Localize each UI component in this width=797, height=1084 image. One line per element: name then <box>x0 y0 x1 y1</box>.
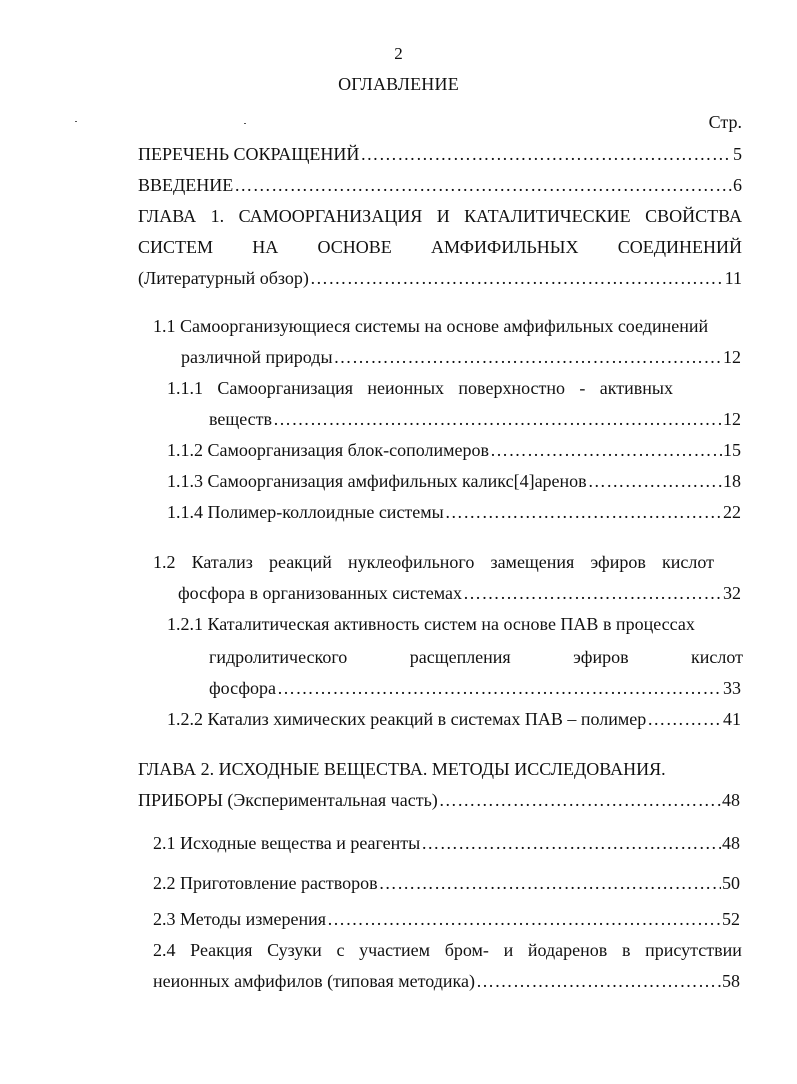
entry-title: ПРИБОРЫ (Экспериментальная часть) <box>138 790 438 810</box>
toc-entry-2-4-line-2[interactable] <box>153 970 740 992</box>
word: 1.1.1 <box>167 378 203 398</box>
word: с <box>336 940 345 960</box>
leader-dots <box>647 708 722 730</box>
entry-page: 48 <box>722 790 740 810</box>
word: Самоорганизация <box>217 378 354 398</box>
word: Катализ <box>191 552 253 572</box>
entry-page: 12 <box>723 347 741 367</box>
entry-page: 5 <box>733 144 742 164</box>
entry-title: неионных амфифилов (типовая методика) <box>153 971 475 991</box>
word: ГЛАВА <box>138 206 197 226</box>
word: - <box>579 378 586 398</box>
word: эфиров <box>573 647 629 667</box>
word: присутствии <box>645 940 742 960</box>
toc-entry-1-1-3[interactable] <box>167 470 741 492</box>
toc-entry-2-3[interactable] <box>153 908 740 930</box>
entry-title: 1.1.2 Самоорганизация блок-сополимеров <box>167 440 489 460</box>
entry-page: 12 <box>723 409 741 429</box>
word: бром- <box>444 940 489 960</box>
word: Реакция <box>190 940 253 960</box>
word: расщепления <box>409 647 511 667</box>
leader-dots <box>490 439 722 461</box>
leader-dots <box>327 908 721 930</box>
leader-dots <box>277 677 722 699</box>
leader-dots <box>588 470 722 492</box>
toc-entry-2-1[interactable] <box>153 832 740 854</box>
word: СОЕДИНЕНИЙ <box>617 237 742 257</box>
word: СВОЙСТВА <box>645 206 742 226</box>
entry-title: различной природы <box>181 347 333 367</box>
entry-title: 2.3 Методы измерения <box>153 909 327 929</box>
word: эфиров <box>590 552 646 572</box>
page-column-label: Стр. <box>708 112 742 132</box>
toc-entry-1-2-1-line-3[interactable] <box>209 677 741 699</box>
word: кислот <box>691 647 743 667</box>
word: йодаренов <box>527 940 608 960</box>
entry-title: ПЕРЕЧЕНЬ СОКРАЩЕНИЙ <box>138 144 360 164</box>
toc-entry-chapter-1-line-1[interactable] <box>138 205 742 227</box>
word: и <box>503 940 514 960</box>
word: ОСНОВЕ <box>317 237 392 257</box>
entry-page: 58 <box>722 971 740 991</box>
entry-page: 18 <box>723 471 741 491</box>
entry-page: 11 <box>724 268 742 288</box>
entry-page: 50 <box>722 873 740 893</box>
word: АМФИФИЛЬНЫХ <box>431 237 579 257</box>
entry-title: 1.2.2 Катализ химических реакций в системах ПАВ – полимер <box>167 709 647 729</box>
page-number: 2 <box>394 44 403 63</box>
toc-entry-abbreviations[interactable] <box>138 143 742 165</box>
toc-title: ОГЛАВЛЕНИЕ <box>338 74 459 94</box>
toc-entry-2-4-line-1[interactable] <box>153 939 742 961</box>
leader-dots <box>360 143 732 165</box>
leader-dots <box>273 408 722 430</box>
entry-title: 1.1.4 Полимер-коллоидные системы <box>167 502 444 522</box>
entry-title: ВВЕДЕНИЕ <box>138 175 234 195</box>
entry-title: 2.2 Приготовление растворов <box>153 873 378 893</box>
leader-dots <box>234 174 732 196</box>
toc-entry-1-1-1-line-2[interactable] <box>209 408 741 430</box>
entry-page: 32 <box>723 583 741 603</box>
word: реакций <box>268 552 332 572</box>
entry-title: (Литературный обзор) <box>138 268 309 288</box>
entry-title: веществ <box>209 409 273 429</box>
word: замещения <box>490 552 575 572</box>
toc-entry-chapter-2-line-2[interactable] <box>138 789 740 811</box>
word: 1.2 <box>153 552 176 572</box>
entry-page: 33 <box>723 678 741 698</box>
word: Сузуки <box>267 940 322 960</box>
leader-dots <box>463 582 722 604</box>
toc-entry-1-1-1-line-1[interactable] <box>167 377 673 399</box>
leader-dots <box>310 267 724 289</box>
word: кислот <box>661 552 714 572</box>
entry-title: 1.1.3 Самоорганизация амфифильных каликс[4]аренов <box>167 471 587 491</box>
toc-entry-1-2-2[interactable] <box>167 708 741 730</box>
leader-dots <box>334 346 722 368</box>
word: поверхностно <box>458 378 566 398</box>
entry-title: фосфора в организованных системах <box>178 583 462 603</box>
entry-page: 41 <box>723 709 741 729</box>
scan-speck <box>75 121 77 122</box>
entry-title: фосфора <box>209 678 276 698</box>
entry-page: 6 <box>733 175 742 195</box>
leader-dots <box>439 789 721 811</box>
leader-dots <box>445 501 722 523</box>
word: участием <box>359 940 431 960</box>
word: нуклеофильного <box>347 552 475 572</box>
toc-entry-1-1-line-2[interactable] <box>181 346 741 368</box>
toc-entry-chapter-2-line-1[interactable]: ГЛАВА 2. ИСХОДНЫЕ ВЕЩЕСТВА. МЕТОДЫ ИССЛЕДОВАНИЯ. <box>138 759 666 779</box>
entry-page: 22 <box>723 502 741 522</box>
toc-entry-2-2[interactable] <box>153 872 740 894</box>
toc-entry-1-2-1-line-1[interactable]: 1.2.1 Каталитическая активность систем на основе ПАВ в процессах <box>167 614 695 634</box>
entry-title: 2.1 Исходные вещества и реагенты <box>153 833 421 853</box>
leader-dots <box>421 832 721 854</box>
word: И <box>436 206 450 226</box>
toc-entry-chapter-1-line-2[interactable] <box>138 236 742 258</box>
word: 1. <box>210 206 225 226</box>
toc-entry-1-2-line-1[interactable] <box>153 551 714 573</box>
entry-page: 52 <box>722 909 740 929</box>
toc-entry-introduction[interactable] <box>138 174 742 196</box>
toc-entry-1-1-2[interactable] <box>167 439 741 461</box>
word: активных <box>599 378 673 398</box>
toc-entry-1-2-line-2[interactable] <box>178 582 741 604</box>
leader-dots <box>379 872 721 894</box>
word: КАТАЛИТИЧЕСКИЕ <box>464 206 631 226</box>
entry-page: 48 <box>722 833 740 853</box>
word: СИСТЕМ <box>138 237 214 257</box>
entry-page: 15 <box>723 440 741 460</box>
word: в <box>621 940 631 960</box>
scan-speck <box>244 123 246 124</box>
leader-dots <box>476 970 721 992</box>
toc-entry-1-1-line-1[interactable]: 1.1 Самоорганизующиеся системы на основе амфифильных соединений <box>153 316 709 336</box>
toc-entry-chapter-1-line-3[interactable] <box>138 267 742 289</box>
word: 2.4 <box>153 940 176 960</box>
word: САМООРГАНИЗАЦИЯ <box>238 206 423 226</box>
word: гидролитического <box>209 647 348 667</box>
word: неионных <box>367 378 445 398</box>
toc-entry-1-1-4[interactable] <box>167 501 741 523</box>
toc-entry-1-2-1-line-2[interactable] <box>209 646 743 668</box>
word: НА <box>252 237 279 257</box>
